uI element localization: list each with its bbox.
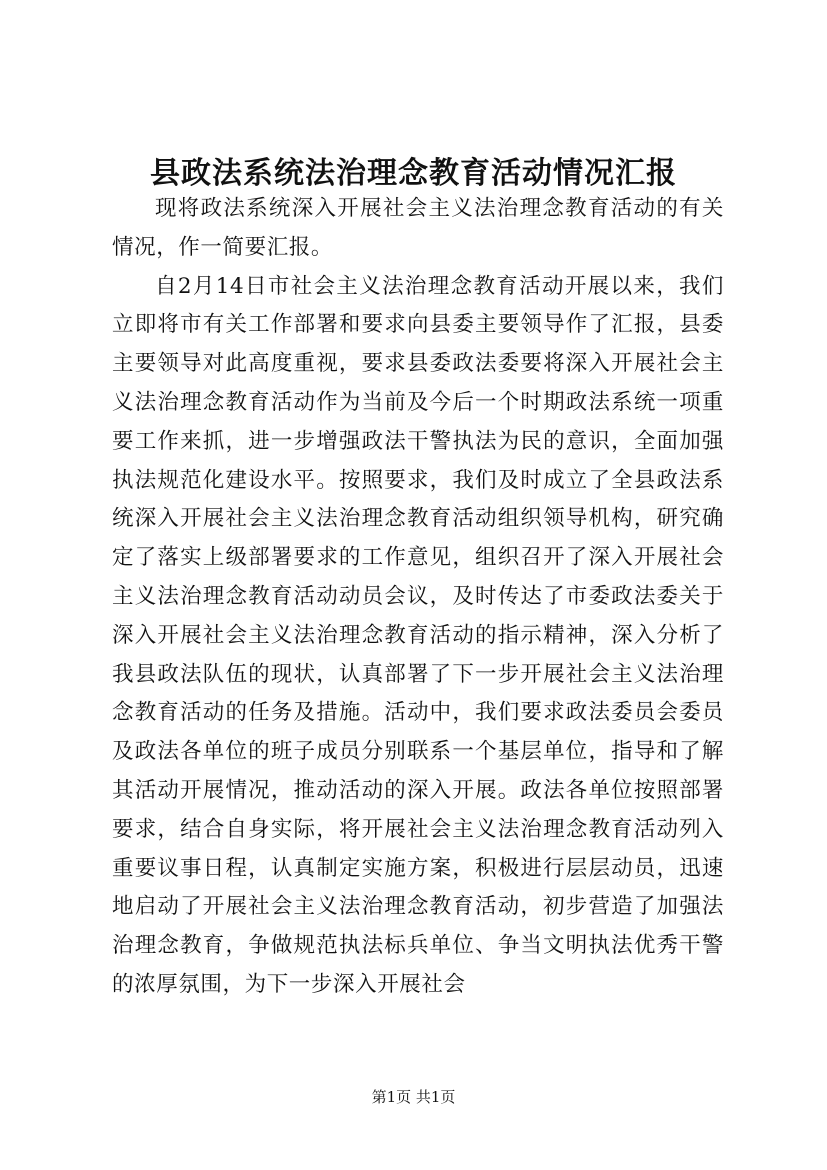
document-title: 县政法系统法治理念教育活动情况汇报 xyxy=(150,156,677,191)
paragraph-intro: 现将政法系统深入开展社会主义法治理念教育活动的有关情况，作一简要汇报。 xyxy=(112,196,724,260)
page-number-footer: 第1页 共1页 xyxy=(371,1088,456,1106)
document-body xyxy=(112,190,724,1005)
paragraph-main: 自2月14日市社会主义法治理念教育活动开展以来，我们立即将市有关工作部署和要求向县委主要领导作了汇报，县委主要领导对此高度重视，要求县委政法委要将深入开展社会主义法治理念教育活动作为当前及今后一个时期政法系统一项重要工作来抓，进一步增强政法干警执法为民的意识，全面加强执法规范化建设水平。按照要求，我们及时成立了全县政法系统深入开展社会主义法治理念教育活动组织领导机构，研究确定了落实上级部署要求的工作意见，组织召开了深入开展社会主义法治理念教育活动动员会议，及时传达了市委政法委关于深入开展社会主义法治理念教育活动的指示精神，深入分析了我县政法队伍的现状，认真部署了下一步开展社会主义法治理念教育活动的任务及措施。活动中，我们要求政法委员会委员及政法各单位的班子成员分别联系一个基层单位，指导和了解其活动开展情况，推动活动的深入开展。政法各单位按照部署要求，结合自身实际，将开展社会主义法治理念教育活动列入重要议事日程，认真制定实施方案，积极进行层层动员，迅速地启动了开展社会主义法治理念教育活动，初步营造了加强法治理念教育，争做规范执法标兵单位、争当文明执法优秀干警的浓厚氛围，为下一步深入开展社会 xyxy=(112,273,724,997)
